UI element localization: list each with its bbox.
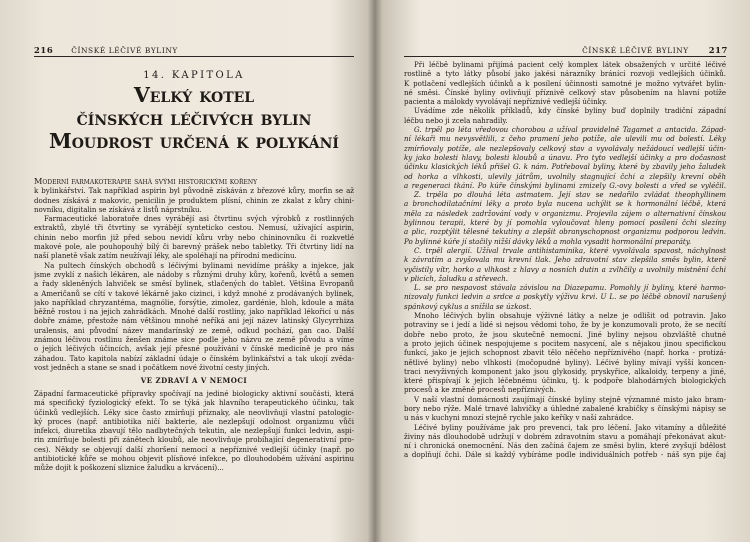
chapter-title <box>34 84 354 153</box>
text-line: dobře nebo proto, že jsou skutečně nemocní. Jiné byliny nejsou obzvláště chutné <box>404 329 726 339</box>
text-line: od horka a vlhkosti, ulevily játrům, uvolnily stagnující čchi a zlepšily krevní oběh <box>404 171 726 181</box>
chapter-label: 14. KAPITOLA <box>143 70 245 81</box>
chapter-title-line: čínských léčivých bylin <box>76 106 312 130</box>
text-line: K potlačení vedlejších účinků a k posílení účinnosti samotné je možno vytvářet bylin- <box>404 78 726 88</box>
text-line: Léčivé byliny používáme jak pro prevenci, tak pro léčení. Jako vitamíny a důležité <box>414 422 726 432</box>
text-line: ní i chronická onemocnění. Nás den začíná čajem ze směsi bylin, které zvyšují bdělost <box>404 441 726 451</box>
text-line: bylinnou terapii, které by jí pomohla vyloučovat hleny pomocí posílení čchi slezíny <box>404 218 726 228</box>
text-line: Farmaceutické laboratoře dnes vyrábějí asi čtvrtinu svých výrobků z rostlinných <box>44 214 354 224</box>
text-line: dodnes získává z makovic, penicilin je produktem plísní, chinin ze zkalat z kůry chini- <box>34 195 354 205</box>
intro-section <box>34 177 354 372</box>
text-line: potraviny se i jedí a lidé si nejsou vědomi toho, že by je konzumovali proto, že se necítí <box>404 320 726 330</box>
text-line: ces). Někdy se objevují další zhoršení nemocí a nepříznivé vedlejší účinky (např. po <box>34 444 354 454</box>
text-line: G. trpěl po léta vředovou chorobou a užíval pravidelně Tagamet a antacida. Západ- <box>414 125 726 135</box>
text-line: léčbu nebo ji zcela nahradily. <box>404 115 508 125</box>
text-line: které přispívají k jejich léčebnému účinku, tj. k podpoře blahodárných biologických <box>404 376 726 386</box>
text-line: účinku klasických léků přišel G. k nám. Potřeboval byliny, které by zbavily jeho žaludek <box>404 162 726 172</box>
text-line: záhadou. Tato kapitola nabízí základní údaje o čínském bylinkářství a tak ukojí zvěda- <box>34 353 354 363</box>
text-line: spánkový cyklus a snížila se úzkost. <box>404 301 532 311</box>
right-body <box>404 60 726 460</box>
text-line: účinků vedlejších. Léky sice často zmírňují příznaky, ale neovlivňují vlastní patologic- <box>34 407 354 417</box>
text-line: u nás v kuchyni mnozí stejně rychle jako keříky v naší zahrádce. <box>404 413 634 423</box>
text-line: rin zmírňuje bolesti při zánětech kloubů, ale neovlivňuje probíhající degenerativní pro- <box>34 435 354 445</box>
text-line: Uvádíme zde několik příkladů, kdy čínské byliny buď doplnily tradiční západní <box>414 106 726 116</box>
right-page <box>378 0 750 542</box>
text-line: né směsi. Čínské byliny ovlivňují příznivě celkový stav působením na hlavní potíže <box>404 87 726 97</box>
running-head-left <box>34 45 178 55</box>
text-line: měla za následek zadržování vody v organizmu. Projevila zájem o alternativní čínskou <box>404 208 726 218</box>
text-line: a plic, rozptýlit tělesné tekutiny a zlepšit obranyschopnost organizmu podporou ledvin. <box>404 227 726 237</box>
text-line: rostlině a tyto látky působí jako jakési nárazníky bránící rozvoji vedlejších účinků. <box>404 69 726 79</box>
text-line: makové pole, ale pouhopouhý bílý či barevný prášek nebo tabletky. Tři čtvrtiny lidí na <box>34 242 354 252</box>
health-section <box>34 389 354 473</box>
text-line: naší planetě však zatím neužívají léky, ale spoléhají na přírodní medicínu. <box>34 251 297 261</box>
text-line: běžně rostou i na jejich zahrádkách. Mnohé další rostliny, jako například lékořicí u nás <box>34 307 354 317</box>
text-line: vost jedněch a stane se snad i počátkem nové životní cesty jiných. <box>34 362 270 372</box>
text-line: extraktů, zbylé tři čtvrtiny se vyrábějí synteticko cestou. Nemusí, užívající aspirin, <box>34 223 354 233</box>
text-line: může dojít k poškození sliznice žaludku a krvácení)... <box>34 463 224 473</box>
text-line: Západní farmaceutické přípravky spočívají na jediné biologicky aktivní součásti, která <box>34 389 354 398</box>
text-line: jsme zvyklí z našich lékáren, ale nádoby s různými druhy kůry, kořenů, květů a semen <box>34 269 354 279</box>
text-line: a bronchodilatačními léky a proto byla nucena uchýlit se k hormonální léčbě, která <box>404 199 726 209</box>
page-number-right: 217 <box>708 45 728 55</box>
running-head-right <box>582 45 728 55</box>
text-line: infekci, diuretika zbavují tělo nadbytečných tekutin, ale nezlepšují funkci ledvin, aspi- <box>34 426 354 436</box>
running-head-left-text: ČÍNSKÉ LÉČIVÉ BYLINY <box>71 46 178 55</box>
text-line: živiny nás dlouhodobě udržují v dobrém zdravotním stavu a pomáhají překonávat akut- <box>404 431 726 441</box>
text-line: o jejích léčivých účincích, avšak její přesné používání v čínské medicíně je pro nás <box>34 344 354 354</box>
text-line: funkcí, jako je jejich schopnost zbavit tělo něčeho nepříznivého (např. horka - protizá- <box>404 348 726 358</box>
text-line: novníku, digitalin se získává z listů náprstníku. <box>34 204 202 214</box>
text-line: má specifický fyziologický efekt. To se týká jak hlavního terapeutického účinku, tak <box>34 398 354 408</box>
text-line: známou léčivou rostlinu ženšen známe sice podle jeho názvu ze země původu a víme <box>34 335 354 345</box>
text-line: nizovaly funkci ledvin a srdce a poskytly výživu krvi. U L. se po léčbě obnovil narušený <box>404 292 726 302</box>
text-line: antibiotické kůře se mohou objevit plísňové infekce, po dlouhodobém užívání aspirinu <box>34 454 354 464</box>
page-number-left: 216 <box>34 45 54 55</box>
text-line: Na pultech čínských obchodů s léčivými bylinami nevidíme prášky a injekce, jak <box>44 260 354 270</box>
text-line: ký proces (např. antibiotika ničí bakterie, ale nezlepšují odolnost organizmu vůči <box>34 416 354 426</box>
text-line: Po bylinné kúře jí stačily nižší dávky léků a mohla vysadit hormonální preparáty. <box>404 236 692 246</box>
left-page <box>0 0 372 542</box>
chapter-title-line: Velký kotel <box>133 83 255 107</box>
text-line: vyčistily vítr, horko a vlhkost z hlavy a nosních dutin a zvlhčily a uvolnily místnění čchi <box>404 264 726 274</box>
text-line: a Američanů se cítí v takové lékárně jako cizinci, i když mnohé z prodávaných bylinek, <box>34 288 354 298</box>
text-line: V naší vlastní domácnosti zaujímají čínské byliny stejně významné místo jako bram- <box>414 394 726 404</box>
chapter-title-line: Moudrost určená k polykání <box>49 129 339 153</box>
text-line: pacienta a málokdy vyvolávají nepříznivé vedlejší účinky. <box>404 97 608 107</box>
header-rule-left <box>34 56 354 57</box>
text-line: k bylinkářství. Tak například aspirin byl původně získáván z březové kůry, morfin se až <box>34 186 354 196</box>
text-line: Mnoho léčivých bylin obsahuje výživné látky a nelze je odlišit od potravin. Jako <box>414 311 726 321</box>
header-rule-right <box>404 56 726 57</box>
text-line: zmírňovaly potíže, ale nezlepšovaly celkový stav a vyvolávaly nežádoucí vedlejší účin- <box>404 143 726 153</box>
text-line: procesů a ke změně procesů nepříznivých. <box>404 385 556 395</box>
text-line: a proto jejich účinek nespojujeme s pocitem nasycení, ale s nějakou jinou specifickou <box>404 338 726 348</box>
text-line: ní lékaři mu nevysvětlili, z čeho pramení jeho potíže, ale ulevili mu od bolestí. Léky <box>404 134 726 144</box>
text-line: a doplňují čchi. Dále si každý vybíráme podle individuálních potřeb - náš syn pije čaj <box>404 450 726 460</box>
text-line: C. trpěl alergií. Užíval trvale antihistaminika, které vyvolávala spavost, náchylnost <box>414 245 726 255</box>
text-line: Moderní farmakoterapie sahá svými historickými kořeny <box>34 177 258 186</box>
text-line: ky jako bolesti hlavy, bolesti kloubů a únavu. Pro tyto vedlejší účinky a pro dočasnost <box>404 152 726 162</box>
text-line: k závratím a zvyšovala mu krevní tlak. Jeho zdravotní stav zlepšila směs bylin, které <box>404 255 726 265</box>
text-line: chinin nebo morfin již před sebou nevidí kůru vrby nebo chininovníku či rozkvetlé <box>34 232 354 242</box>
text-line: v plicích, žaludku a střevech. <box>404 273 508 283</box>
text-line: Při léčbě bylinami přijímá pacient celý komplex látek obsažených v určité léčivé <box>414 60 726 69</box>
text-line: a regeneraci tkání. Po kúře čínskými bylinami zmizely G.-ovy bolesti a vřed se vyléčil. <box>404 180 726 190</box>
text-line: bory nebo rýže. Malé trnavé lahvičky a úhledné zabalené krabičky s čínskými nápisy se <box>404 403 726 413</box>
text-line: uralensis, ani původní název mandarínský ze země, odkud pochází, gan cao. Další <box>34 325 354 335</box>
running-head-right-text: ČÍNSKÉ LÉČIVÉ BYLINY <box>582 46 689 55</box>
text-line: dobře známe, přestože nám většinou mnohé neříká ani její název latinský Glycyrrhiza <box>34 316 354 326</box>
text-line: traci nevyživných komponent jako jsou glykosidy, pryskyřice, alkaloidy, terpeny a jiné, <box>404 366 726 376</box>
text-line: a řady skleněných lahviček se směsí bylinek, stlačených do tablet. Většina Evropanů <box>34 279 354 289</box>
text-line: L. se pro nespavost stávala závislou na Diazepamu. Pomohly jí byliny, které harmo- <box>414 283 726 293</box>
text-line: jako například chryzantéma, magnólie, forsýtie, zimolez, gardénie, hloh, kdoule a máta <box>34 297 354 307</box>
text-line: nětlivé byliny) nebo vlhkosti (močopudné byliny). Léčivé byliny mívají vyšší koncen- <box>404 357 726 367</box>
text-line: Z. trpěla po dlouhá léta astmatem. Její stav se nedařilo zvládat theophyllinem <box>414 190 726 200</box>
section-subheading: VE ZDRAVÍ A V NEMOCI <box>140 376 248 385</box>
